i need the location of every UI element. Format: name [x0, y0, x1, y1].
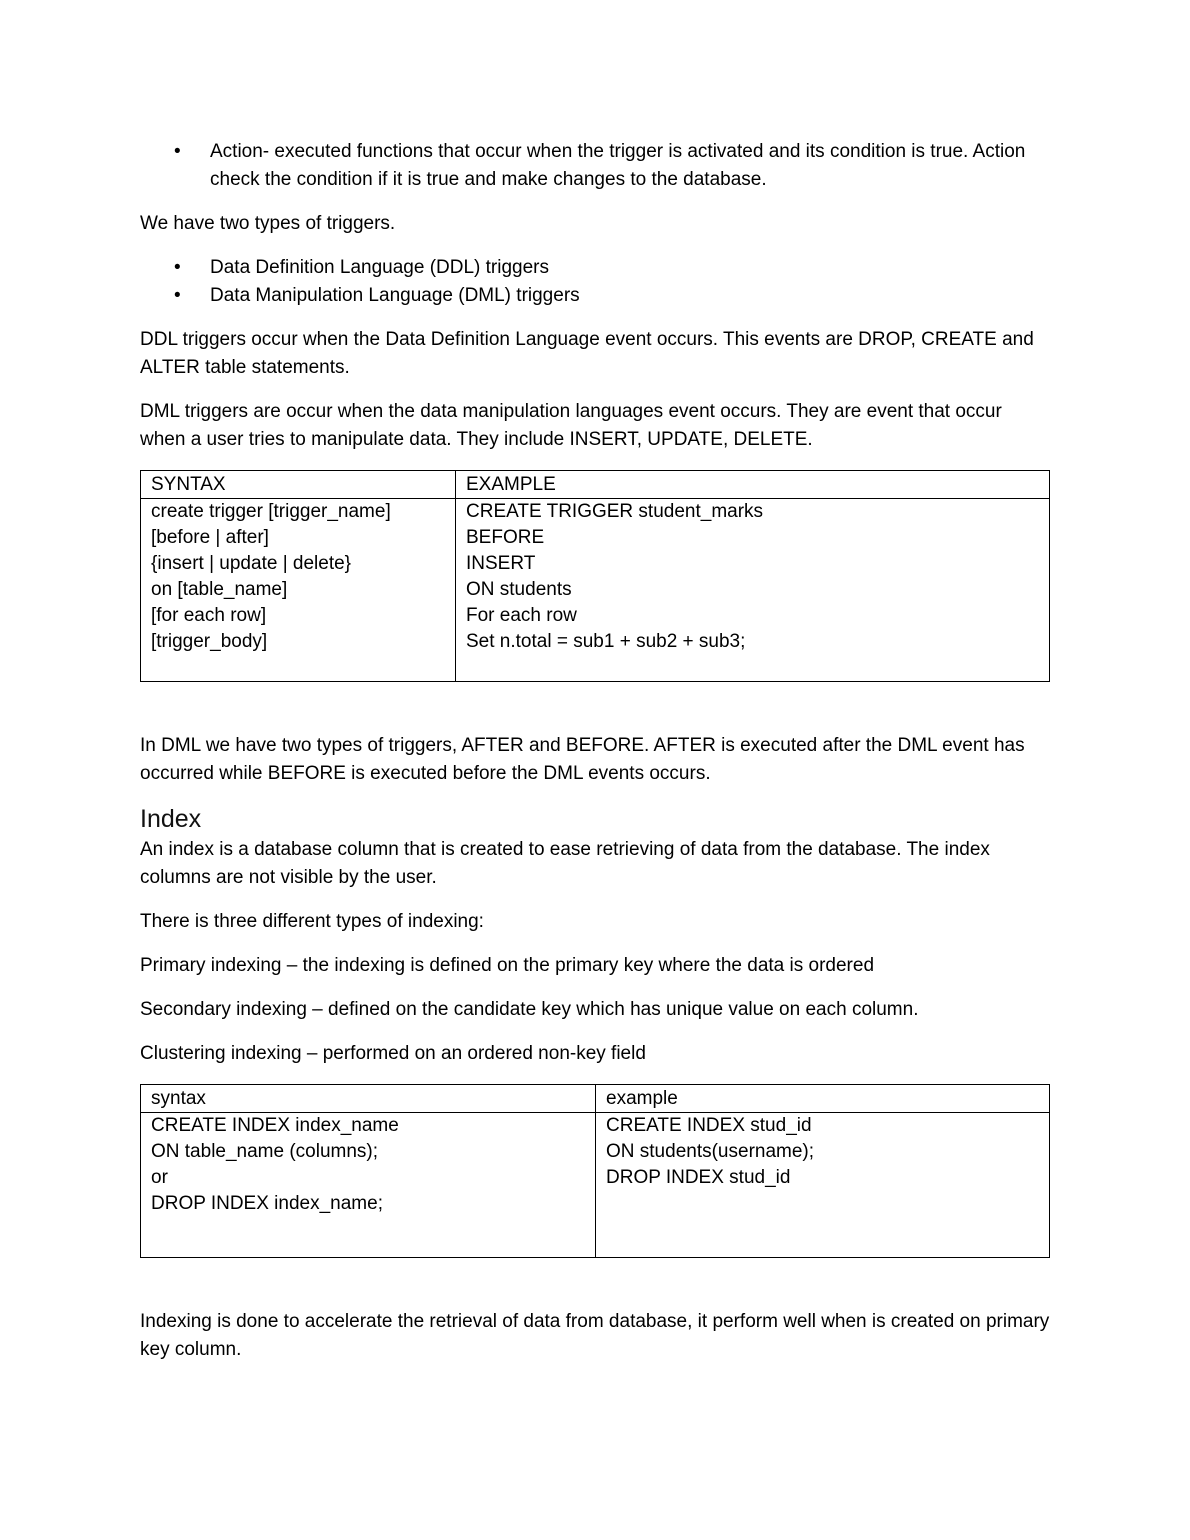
trigger-syntax-cell: [141, 499, 456, 682]
table-header-syntax: syntax: [141, 1085, 596, 1113]
trigger-types-list: [140, 254, 1050, 310]
primary-indexing: Primary indexing – the indexing is defined on the primary key where the data is ordered: [140, 955, 875, 976]
document-page: [140, 138, 1050, 1380]
example-line: ON students: [466, 579, 572, 600]
index-example-cell: [596, 1113, 1050, 1258]
example-line: Set n.total = sub1 + sub2 + sub3;: [466, 631, 746, 652]
index-syntax-table: [140, 1084, 1050, 1258]
example-line: BEFORE: [466, 527, 545, 548]
ddl-paragraph: DDL triggers occur when the Data Definition Language event occurs. This events are DROP, CREATE and ALTER table statements.: [140, 329, 1034, 378]
example-line: INSERT: [466, 553, 536, 574]
bullet-icon: •: [174, 257, 181, 278]
example-line: For each row: [466, 605, 577, 626]
syntax-line: ON table_name (columns);: [151, 1141, 379, 1162]
example-line: CREATE TRIGGER student_marks: [466, 501, 764, 522]
secondary-indexing: Secondary indexing – defined on the candidate key which has unique value on each column.: [140, 999, 919, 1020]
bullet-icon: •: [174, 285, 181, 306]
syntax-line: [for each row]: [151, 605, 267, 626]
syntax-line: or: [151, 1167, 168, 1188]
syntax-line: DROP INDEX index_name;: [151, 1193, 383, 1214]
table-header-example: example: [596, 1085, 1050, 1113]
syntax-line: create trigger [trigger_name]: [151, 501, 391, 522]
dml-paragraph: DML triggers are occur when the data manipulation languages event occurs. They are event that occur when a user tries to manipulate data. They include INSERT, UPDATE, DELETE.: [140, 401, 1002, 450]
closing-paragraph: Indexing is done to accelerate the retrieval of data from database, it perform well when is created on primary key column.: [140, 1311, 1050, 1360]
table-header-example: EXAMPLE: [456, 471, 1050, 499]
list-item: • Data Manipulation Language (DML) triggers: [140, 282, 1050, 310]
dml-types-paragraph: In DML we have two types of triggers, AFTER and BEFORE. AFTER is executed after the DML event has occurred while BEFORE is executed before the DML events occurs.: [140, 735, 1025, 784]
index-heading: Index: [140, 805, 202, 833]
index-types-intro: There is three different types of indexing:: [140, 911, 484, 932]
syntax-line: {insert | update | delete}: [151, 553, 352, 574]
list-item: • Action- executed functions that occur when the trigger is activated and its condition is true. Action check the condition if it is true and make changes to the database.: [140, 138, 1050, 194]
index-syntax-cell: [141, 1113, 596, 1258]
list-item: • Data Definition Language (DDL) triggers: [140, 254, 1050, 282]
clustering-indexing: Clustering indexing – performed on an ordered non-key field: [140, 1043, 646, 1064]
syntax-line: [before | after]: [151, 527, 269, 548]
trigger-example-cell: [456, 499, 1050, 682]
example-line: CREATE INDEX stud_id: [606, 1115, 812, 1136]
types-intro: We have two types of triggers.: [140, 213, 396, 234]
bullet-icon: •: [174, 141, 181, 162]
syntax-line: on [table_name]: [151, 579, 288, 600]
action-bullet-list: [140, 138, 1050, 194]
syntax-line: [trigger_body]: [151, 631, 268, 652]
syntax-line: CREATE INDEX index_name: [151, 1115, 399, 1136]
index-paragraph: An index is a database column that is created to ease retrieving of data from the database. The index columns are not visible by the user.: [140, 839, 990, 888]
example-line: ON students(username);: [606, 1141, 815, 1162]
example-line: DROP INDEX stud_id: [606, 1167, 791, 1188]
trigger-syntax-table: [140, 470, 1050, 682]
table-header-syntax: SYNTAX: [141, 471, 456, 499]
